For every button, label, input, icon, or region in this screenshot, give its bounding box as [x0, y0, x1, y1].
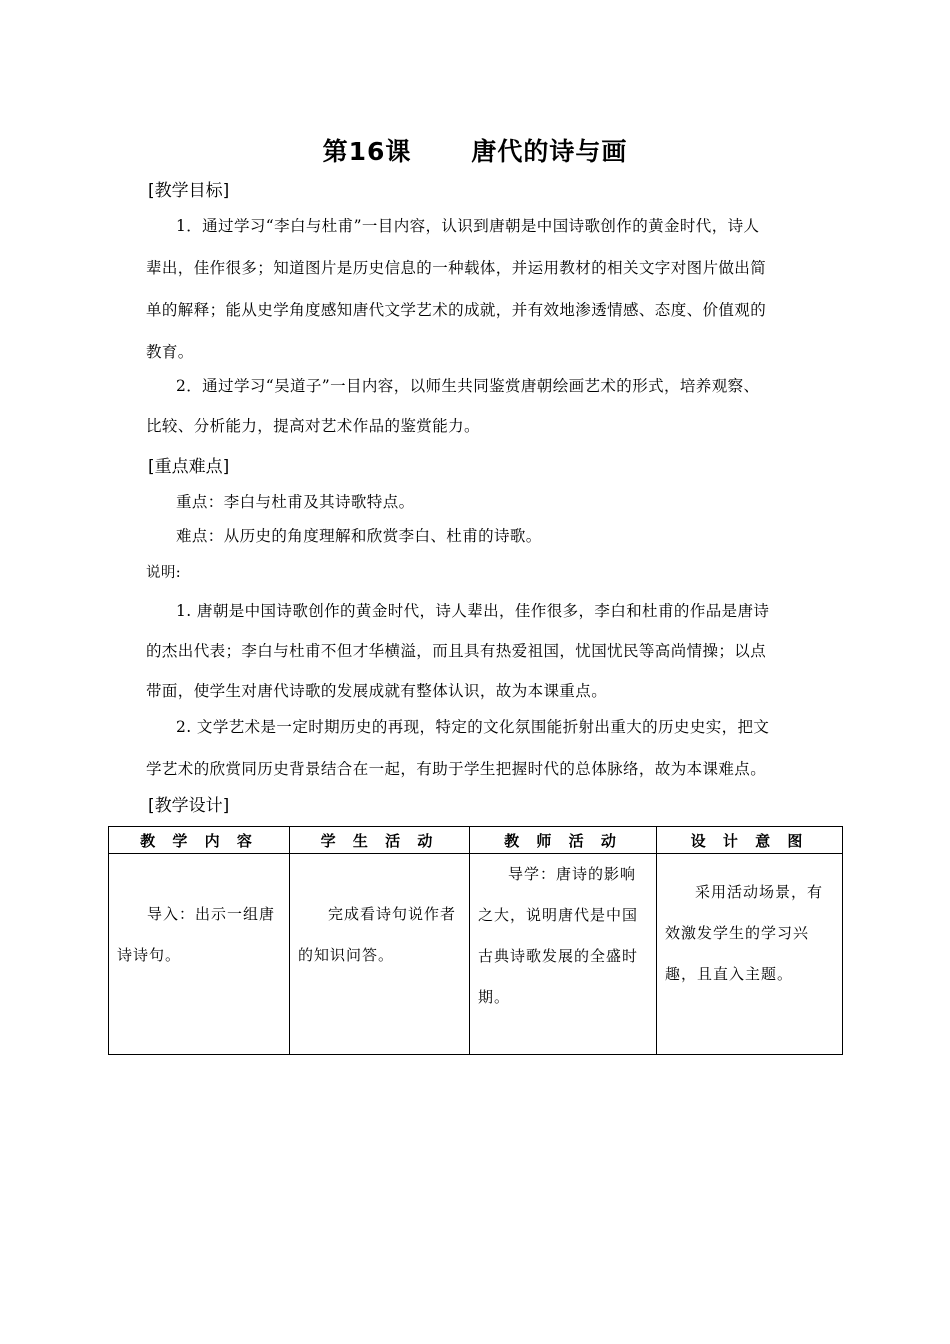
header-content: 教 学 内 容: [109, 827, 290, 854]
focus-difficult: 难点：从历史的角度理解和欣赏李白、杜甫的诗歌。: [176, 527, 542, 545]
lesson-number: 第16课: [322, 137, 412, 166]
section-heading-goals: [教学目标]: [148, 181, 230, 201]
table-row: [109, 854, 843, 1055]
explanation-line-5: 学艺术的欣赏同历史背景结合在一起，有助于学生把握时代的总体脉络，故为本课难点。: [146, 760, 767, 778]
focus-key: 重点：李白与杜甫及其诗歌特点。: [176, 493, 415, 511]
header-design-intent: 设 计 意 图: [657, 827, 843, 854]
goal-line-6: 比较、分析能力，提高对艺术作品的鉴赏能力。: [146, 417, 480, 435]
cell-design-intent: 采用活动场景，有效激发学生的学习兴趣，且直入主题。: [665, 883, 824, 983]
goal-line-5: 2．通过学习“吴道子”一目内容，以师生共同鉴赏唐朝绘画艺术的形式，培养观察、: [176, 377, 760, 395]
explanation-label: 说明:: [146, 565, 182, 581]
goal-line-4: 教育。: [146, 343, 194, 361]
teaching-design-table: [108, 826, 843, 1055]
explanation-line-2: 的杰出代表；李白与杜甫不但才华横溢，而且具有热爱祖国，忧国忧民等高尚情操；以点: [146, 642, 767, 660]
section-heading-focus: [重点难点]: [148, 457, 230, 477]
explanation-line-3: 带面，使学生对唐代诗歌的发展成就有整体认识，故为本课重点。: [146, 682, 608, 700]
lesson-name: 唐代的诗与画: [471, 137, 628, 166]
cell-content: 导入：出示一组唐诗诗句。: [117, 905, 276, 964]
table-header-row: [109, 827, 843, 854]
page-title: [0, 132, 950, 168]
cell-student-activity: 完成看诗句说作者的知识问答。: [298, 905, 457, 964]
explanation-line-4: 2. 文学艺术是一定时期历史的再现，特定的文化氛围能折射出重大的历史史实，把文: [176, 718, 770, 736]
cell-teacher-activity: 导学：唐诗的影响之大，说明唐代是中国古典诗歌发展的全盛时期。: [478, 865, 639, 1006]
goal-line-1: 1．通过学习“李白与杜甫”一目内容，认识到唐朝是中国诗歌创作的黄金时代，诗人: [176, 217, 760, 235]
goal-line-2: 辈出，佳作很多；知道图片是历史信息的一种载体，并运用教材的相关文字对图片做出简: [146, 259, 767, 277]
explanation-line-1: 1. 唐朝是中国诗歌创作的黄金时代，诗人辈出，佳作很多，李白和杜甫的作品是唐诗: [176, 602, 770, 620]
header-teacher-activity: 教 师 活 动: [470, 827, 657, 854]
section-heading-design: [教学设计]: [148, 796, 230, 816]
header-student-activity: 学 生 活 动: [290, 827, 470, 854]
goal-line-3: 单的解释；能从史学角度感知唐代文学艺术的成就，并有效地渗透情感、态度、价值观的: [146, 301, 767, 319]
